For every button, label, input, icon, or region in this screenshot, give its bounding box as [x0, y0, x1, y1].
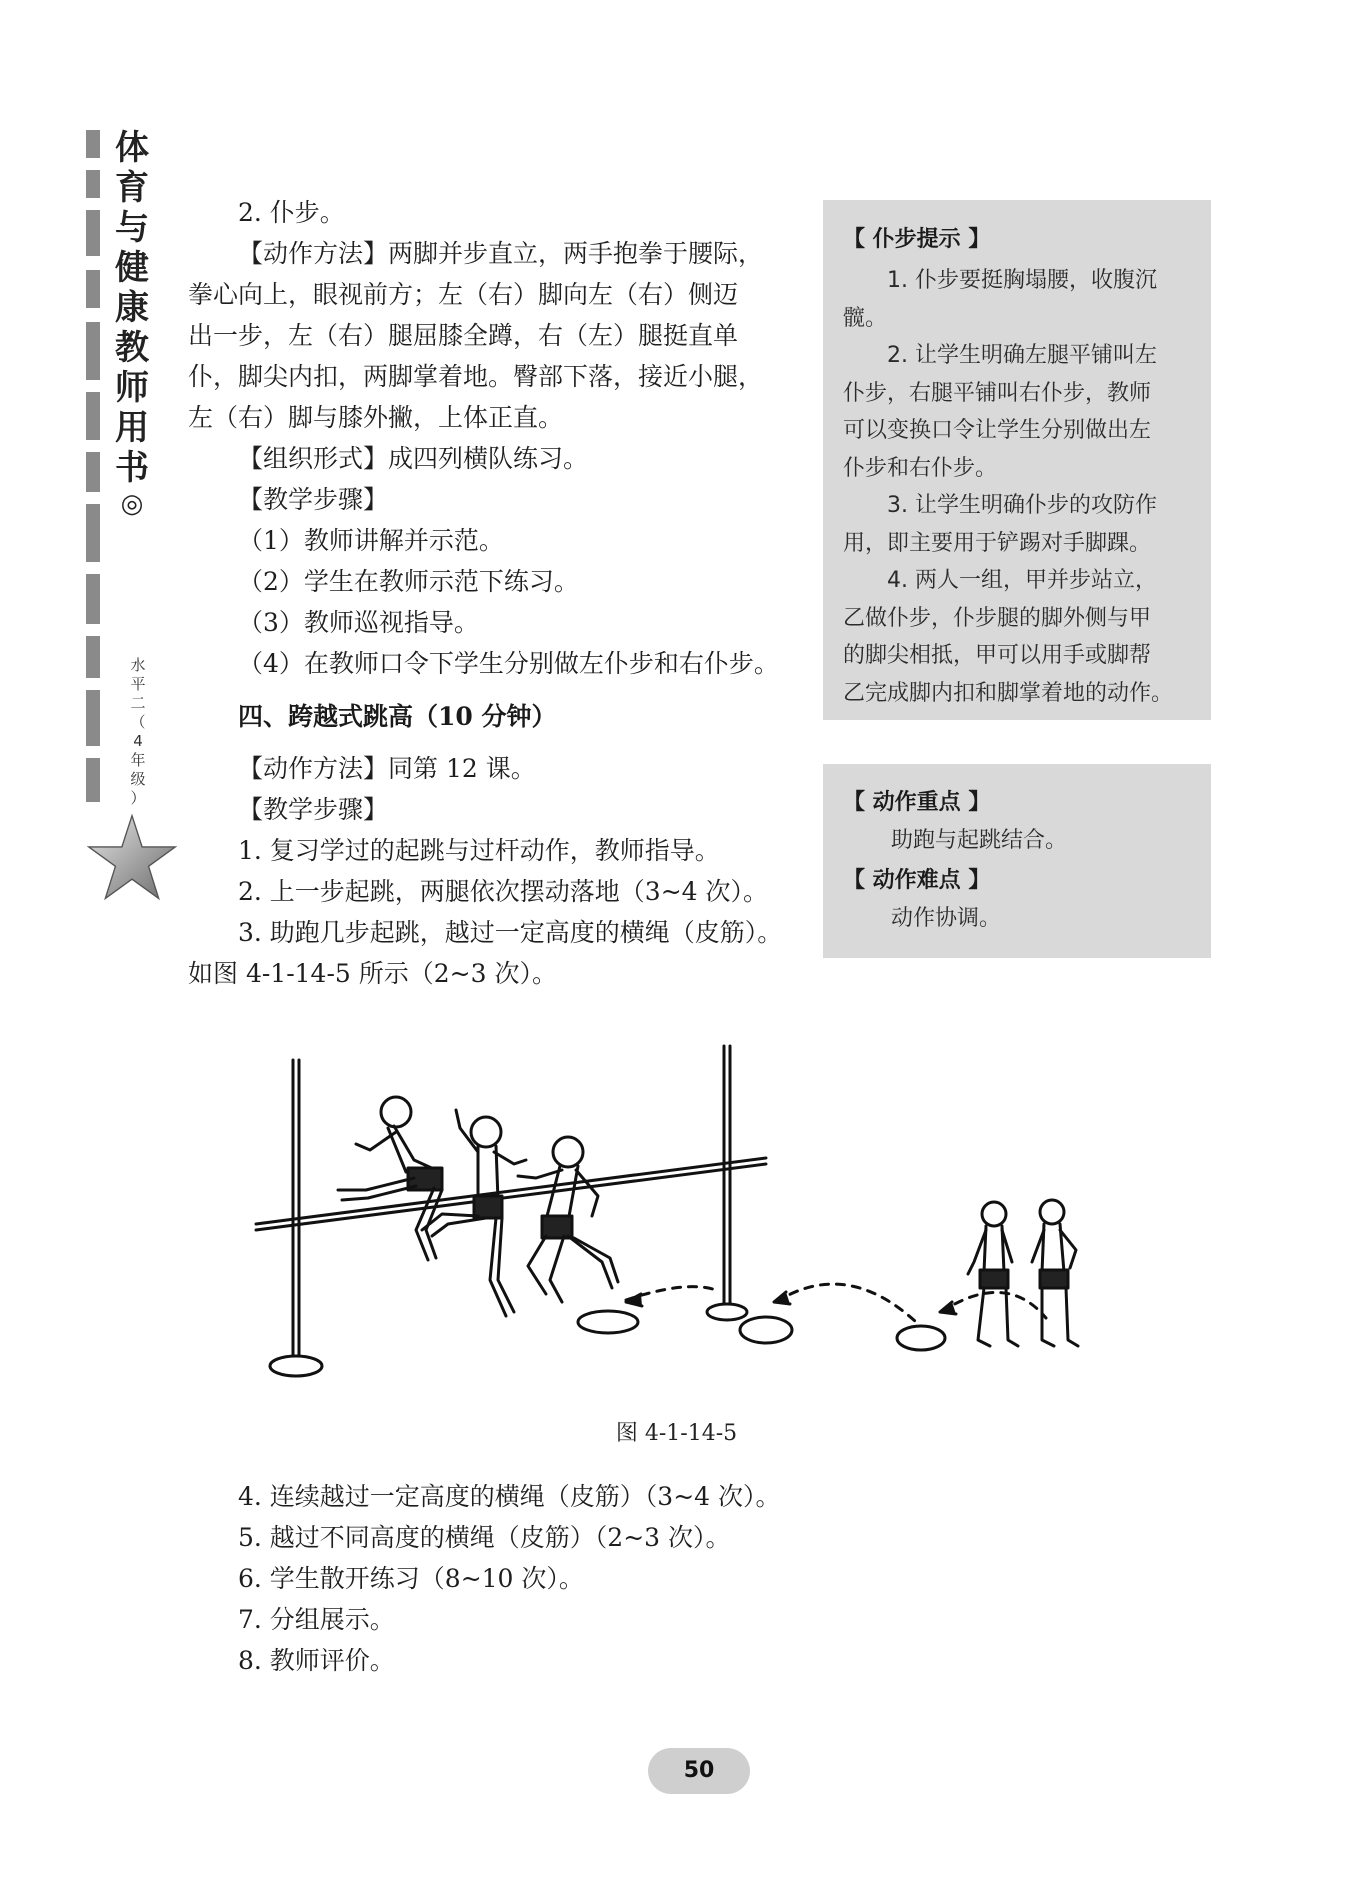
- paragraph-line: 【教学步骤】: [238, 795, 389, 824]
- spine-bars: [86, 130, 100, 802]
- level-char: 年: [130, 751, 146, 769]
- paragraph-line: 6. 学生散开练习（8~10 次）。: [238, 1564, 584, 1593]
- tip-box: [823, 200, 1211, 720]
- tip-line: 4. 两人一组，甲并步站立，: [887, 568, 1157, 593]
- book-title-char: 育: [115, 168, 149, 208]
- book-title-char: 体: [115, 128, 149, 168]
- tip-line: 仆步和右仆步。: [843, 455, 998, 481]
- paragraph-line: 拳心向上，眼视前方；左（右）脚向左（右）侧迈: [188, 280, 739, 309]
- tip-line: 3. 让学生明确仆步的攻防作: [887, 493, 1157, 518]
- tip-line: 仆步，右腿平铺叫右仆步，教师: [843, 380, 1152, 406]
- tip-line: 2. 让学生明确左腿平铺叫左: [887, 343, 1157, 368]
- figure-caption: 图 4-1-14-5: [615, 1421, 738, 1446]
- book-title-char: 健: [115, 248, 149, 288]
- level-label: [128, 656, 148, 808]
- level-char: （: [130, 713, 146, 731]
- level-char: 二: [130, 694, 146, 712]
- steps-continued: [188, 1476, 888, 1681]
- level-char: ）: [130, 789, 146, 807]
- paragraph-line: （3）教师巡视指导。: [238, 608, 479, 637]
- high-jump-illustration: [246, 1040, 1166, 1400]
- tip-title: 【 仆步提示 】: [843, 227, 991, 252]
- paragraph-line: 2. 仆步。: [238, 198, 345, 227]
- paragraph-line: （1）教师讲解并示范。: [238, 526, 504, 555]
- book-title: [112, 128, 152, 520]
- paragraph-line: 如图 4-1-14-5 所示（2~3 次）。: [188, 959, 557, 988]
- paragraph-line: 2. 上一步起跳，两腿依次摆动落地（3~4 次）。: [238, 877, 769, 906]
- paragraph-line: （4）在教师口令下学生分别做左仆步和右仆步。: [238, 649, 779, 678]
- paragraph-line: 8. 教师评价。: [238, 1646, 395, 1675]
- book-title-char: 教: [115, 328, 149, 368]
- paragraph-line: 1. 复习学过的起跳与过杆动作，教师指导。: [238, 836, 720, 865]
- section-heading: 四、跨越式跳高（10 分钟）: [238, 702, 557, 731]
- paragraph-line: 5. 越过不同高度的横绳（皮筋）（2~3 次）。: [238, 1523, 731, 1552]
- tip-line: 髋。: [843, 305, 888, 331]
- difficulty-title: 【 动作难点 】: [843, 868, 991, 893]
- tip-line: 用，即主要用于铲踢对手脚踝。: [843, 530, 1152, 556]
- tip-line: 可以变换口令让学生分别做出左: [843, 418, 1152, 443]
- paragraph-line: 仆，脚尖内扣，两脚掌着地。臀部下落，接近小腿，: [188, 362, 764, 391]
- paragraph-line: 【组织形式】成四列横队练习。: [238, 444, 589, 473]
- level-char: 平: [130, 675, 146, 693]
- paragraph-line: 3. 助跑几步起跳，越过一定高度的横绳（皮筋）。: [238, 918, 783, 947]
- paragraph-line: 左（右）脚与膝外撇，上体正直。: [188, 403, 564, 432]
- difficulty-text: 动作协调。: [891, 906, 1002, 931]
- star-icon: [86, 812, 178, 904]
- key-point-title: 【 动作重点 】: [843, 790, 991, 815]
- tip-line: 的脚尖相抵，甲可以用手或脚帮: [843, 643, 1152, 668]
- key-point-text: 助跑与起跳结合。: [891, 828, 1068, 853]
- book-title-char: 师: [115, 368, 149, 408]
- main-text: [188, 192, 808, 994]
- paragraph-line: 7. 分组展示。: [238, 1605, 395, 1634]
- key-points-box: [823, 764, 1211, 958]
- book-title-char: 康: [115, 288, 149, 328]
- paragraph-line: 【动作方法】同第 12 课。: [238, 754, 536, 783]
- tip-line: 1. 仆步要挺胸塌腰，收腹沉: [887, 268, 1157, 293]
- paragraph-line: 【教学步骤】: [238, 485, 389, 514]
- tip-line: 乙完成脚内扣和脚掌着地的动作。: [843, 680, 1174, 706]
- book-title-char: 用: [115, 408, 149, 448]
- title-mark: ◎: [120, 489, 144, 519]
- level-char: 级: [130, 770, 146, 788]
- paragraph-line: 【动作方法】两脚并步直立，两手抱拳于腰际，: [238, 239, 764, 268]
- paragraph-line: （2）学生在教师示范下练习。: [238, 567, 579, 596]
- paragraph-line: 4. 连续越过一定高度的横绳（皮筋）（3~4 次）。: [238, 1482, 781, 1511]
- tip-line: 乙做仆步，仆步腿的脚外侧与甲: [843, 605, 1152, 631]
- level-char: 4: [133, 732, 143, 750]
- paragraph-line: 出一步，左（右）腿屈膝全蹲，右（左）腿挺直单: [188, 321, 739, 350]
- page-number: 50: [648, 1748, 750, 1794]
- level-char: 水: [130, 656, 146, 674]
- book-title-char: 书: [115, 448, 149, 488]
- book-title-char: 与: [115, 208, 149, 248]
